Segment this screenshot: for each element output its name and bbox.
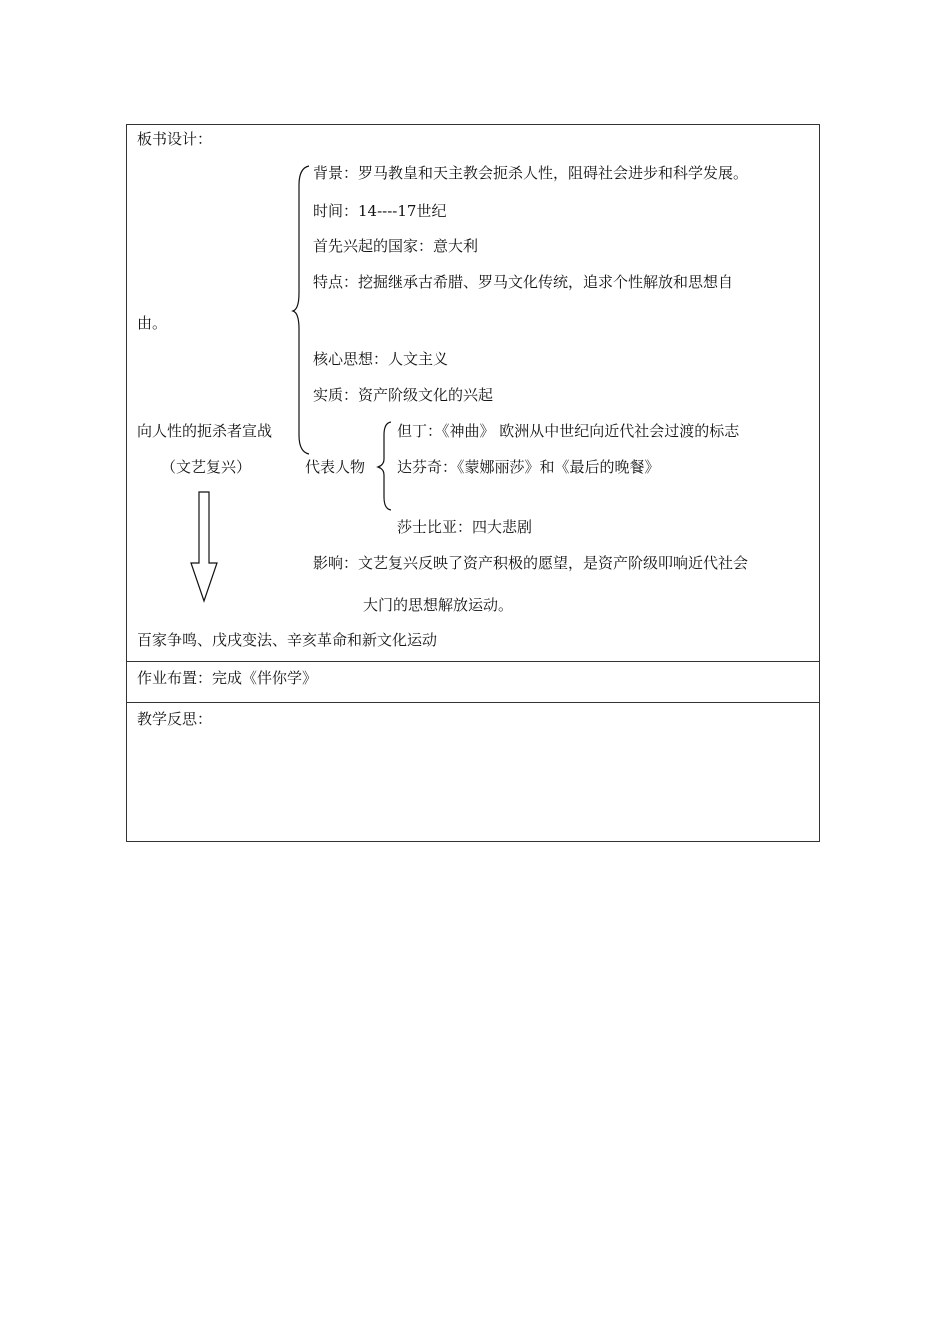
- representatives-label: 代表人物: [305, 458, 366, 476]
- down-arrow-icon: [189, 491, 219, 603]
- features-text-line1: 特点：挖掘继承古希腊、罗马文化传统，追求个性解放和思想自: [313, 273, 734, 291]
- board-heading: 板书设计：: [137, 130, 213, 148]
- essence-text: 实质：资产阶级文化的兴起: [313, 386, 494, 404]
- influence-text-line2: 大门的思想解放运动。: [363, 596, 514, 614]
- influence-text-line1: 影响：文艺复兴反映了资产积极的愿望，是资产阶级叩响近代社会: [313, 554, 749, 572]
- time-text: 时间：14----17世纪: [313, 202, 447, 220]
- representatives-brace-icon: [377, 421, 397, 511]
- rep-shakespeare: 莎士比亚：四大悲剧: [397, 518, 533, 536]
- lesson-table: [126, 124, 820, 842]
- rep-davinci: 达芬奇：《蒙娜丽莎》和《最后的晚餐》: [397, 458, 660, 476]
- rep-dante: 但丁：《神曲》 欧洲从中世纪向近代社会过渡的标志: [397, 422, 740, 440]
- features-text-line2: 由。: [137, 314, 168, 332]
- core-idea-text: 核心思想：人文主义: [313, 350, 449, 368]
- homework-text: 作业布置：完成《伴你学》: [137, 669, 318, 687]
- first-country-text: 首先兴起的国家：意大利: [313, 237, 479, 255]
- left-title: 向人性的扼杀者宣战: [137, 422, 273, 440]
- left-subtitle: （文艺复兴）: [161, 458, 252, 476]
- row-divider: [127, 661, 819, 662]
- background-text: 背景：罗马教皇和天主教会扼杀人性，阻碍社会进步和科学发展。: [313, 164, 749, 182]
- reflection-label: 教学反思：: [137, 710, 213, 728]
- bottom-line: 百家争鸣、戊戌变法、辛亥革命和新文化运动: [137, 631, 438, 649]
- row-divider: [127, 702, 819, 703]
- main-brace-icon: [293, 165, 313, 455]
